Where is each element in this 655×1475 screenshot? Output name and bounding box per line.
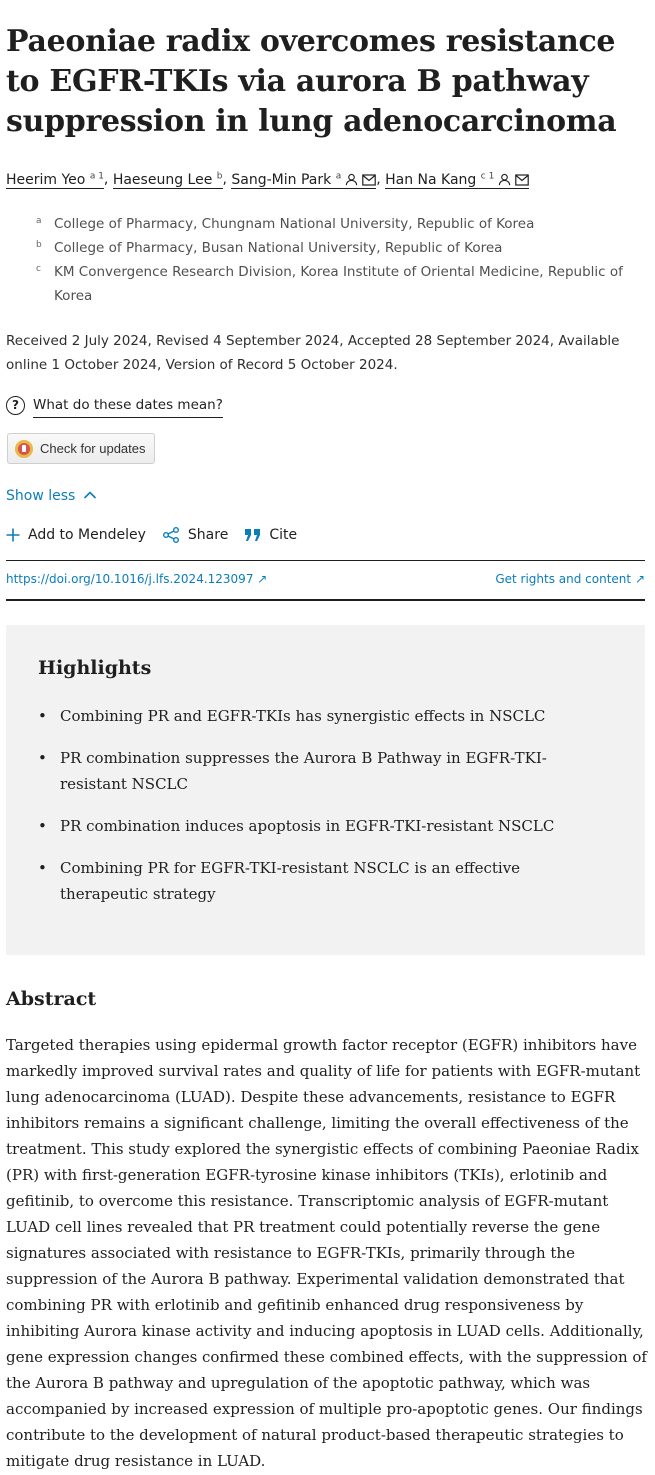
author-affil-sup: b xyxy=(216,171,223,181)
affiliation-text: College of Pharmacy, Chungnam National University, Republic of Korea xyxy=(54,216,535,232)
dates-help-link[interactable]: What do these dates mean? xyxy=(33,393,223,418)
affiliation-text: KM Convergence Research Division, Korea Institute of Oriental Medicine, Republic of Korea xyxy=(54,264,623,304)
share-button[interactable] xyxy=(162,527,228,543)
article-actions xyxy=(6,527,313,543)
author-link[interactable] xyxy=(385,172,529,189)
article-dates: Received 2 July 2024, Revised 4 September 2024, Accepted 28 September 2024, Available online 1 October 2024, Version of Record 5 October 2024. xyxy=(6,333,620,373)
highlight-item: • Combining PR for EGFR-TKI-resistant NSCLC is an effective therapeutic strategy xyxy=(38,855,558,907)
affiliation-text: College of Pharmacy, Busan National University, Republic of Korea xyxy=(54,240,503,256)
person-icon xyxy=(498,171,511,193)
author-affil-sup: a xyxy=(335,171,342,181)
get-rights-link[interactable] xyxy=(495,572,645,586)
highlight-item: • PR combination induces apoptosis in EGFR-TKI-resistant NSCLC xyxy=(38,813,558,839)
author-affil-sup: a 1 xyxy=(89,171,104,181)
divider xyxy=(6,599,645,601)
cite-label: Cite xyxy=(269,527,298,543)
abstract-heading: Abstract xyxy=(6,988,97,1010)
highlight-item: • PR combination suppresses the Aurora B Pathway in EGFR-TKI-resistant NSCLC xyxy=(38,745,558,797)
affiliation-list xyxy=(36,212,636,308)
check-for-updates-label: Check for updates xyxy=(40,441,146,456)
author-name: Han Na Kang xyxy=(385,171,477,188)
add-to-mendeley-button[interactable] xyxy=(6,527,146,543)
cite-button[interactable] xyxy=(244,527,297,543)
affiliation-label: c xyxy=(36,264,41,274)
author-link[interactable] xyxy=(231,172,376,189)
affiliation-label: b xyxy=(36,240,42,250)
check-for-updates-button[interactable] xyxy=(7,433,155,464)
author-list: Heerim Yeo $^{a 1}$, Haeseung Lee $^b$, Sang-Min Park $^a$ , Han Na Kang $^{c 1}$ xyxy=(6,165,651,193)
abstract-text: Targeted therapies using epidermal growth factor receptor (EGFR) inhibitors have markedly improved survival rates and quality of life for patients with EGFR-mutant lung adenocarcinoma (LUAD). Despite these advancements, resistance to EGFR inhibitors remains a significant challenge, limiting the overall effectiveness of the treatment. This study explored the synergistic effects of combining Paeoniae Radix (PR) with first-generation EGFR-tyrosine kinase inhibitors (TKIs), erlotinib and gefitinib, to overcome this resistance. Transcriptomic analysis of EGFR-mutant LUAD cell lines revealed that PR treatment could potentially reverse the gene signatures associated with resistance to EGFR-TKIs, primarily through the suppression of the Aurora B pathway. Experimental validation demonstrated that combining PR with erlotinib and gefitinib enhanced drug responsiveness by inhibiting Aurora kinase activity and inducing apoptosis in LUAD cells. Additionally, gene expression changes confirmed these combined effects, with the suppression of the Aurora B pathway and upregulation of the apoptotic pathway, which was accompanied by increased expression of multiple pro-apoptotic genes. Our findings contribute to the development of natural product-based therapeutic strategies to mitigate drug resistance in LUAD. xyxy=(6,1036,647,1470)
author-affil-sup: c 1 xyxy=(480,171,495,181)
author-name: Heerim Yeo xyxy=(6,171,86,188)
chevron-up-icon xyxy=(83,488,97,504)
divider xyxy=(6,560,645,561)
plus-icon xyxy=(6,528,20,542)
author-link[interactable] xyxy=(6,172,104,189)
quote-icon xyxy=(244,528,261,542)
envelope-icon xyxy=(515,171,529,193)
share-label: Share xyxy=(187,527,229,543)
author-name: Sang-Min Park xyxy=(231,171,332,188)
doi-text: https://doi.org/10.1016/j.lfs.2024.123097 xyxy=(6,572,254,586)
article-title: Paeoniae radix overcomes resistance to EGFR-TKIs via aurora B pathway suppression in lung adenocarcinoma xyxy=(6,24,617,139)
highlight-item: • Combining PR and EGFR-TKIs has synergistic effects in NSCLC xyxy=(38,703,558,729)
highlights-box xyxy=(6,625,645,955)
rights-text: Get rights and content xyxy=(495,572,632,586)
question-icon: ? xyxy=(6,396,25,415)
show-less-toggle[interactable] xyxy=(6,488,97,504)
show-less-label: Show less xyxy=(6,488,76,504)
dates-help[interactable] xyxy=(6,393,223,418)
highlights-heading: Highlights xyxy=(38,657,152,679)
external-link-icon: ↗ xyxy=(257,572,268,586)
person-icon xyxy=(345,171,358,193)
envelope-icon xyxy=(362,171,376,193)
crossmark-icon xyxy=(15,440,33,458)
affiliation xyxy=(36,260,636,308)
affiliation xyxy=(36,236,636,260)
affiliation-label: a xyxy=(36,216,42,226)
highlights-list xyxy=(38,703,558,923)
author-name: Haeseung Lee xyxy=(112,171,213,188)
doi-link[interactable] xyxy=(6,572,267,586)
add-to-mendeley-label: Add to Mendeley xyxy=(28,527,146,543)
share-icon xyxy=(162,527,180,543)
affiliation xyxy=(36,212,636,236)
author-link[interactable] xyxy=(113,172,223,189)
external-link-icon: ↗ xyxy=(634,572,645,586)
